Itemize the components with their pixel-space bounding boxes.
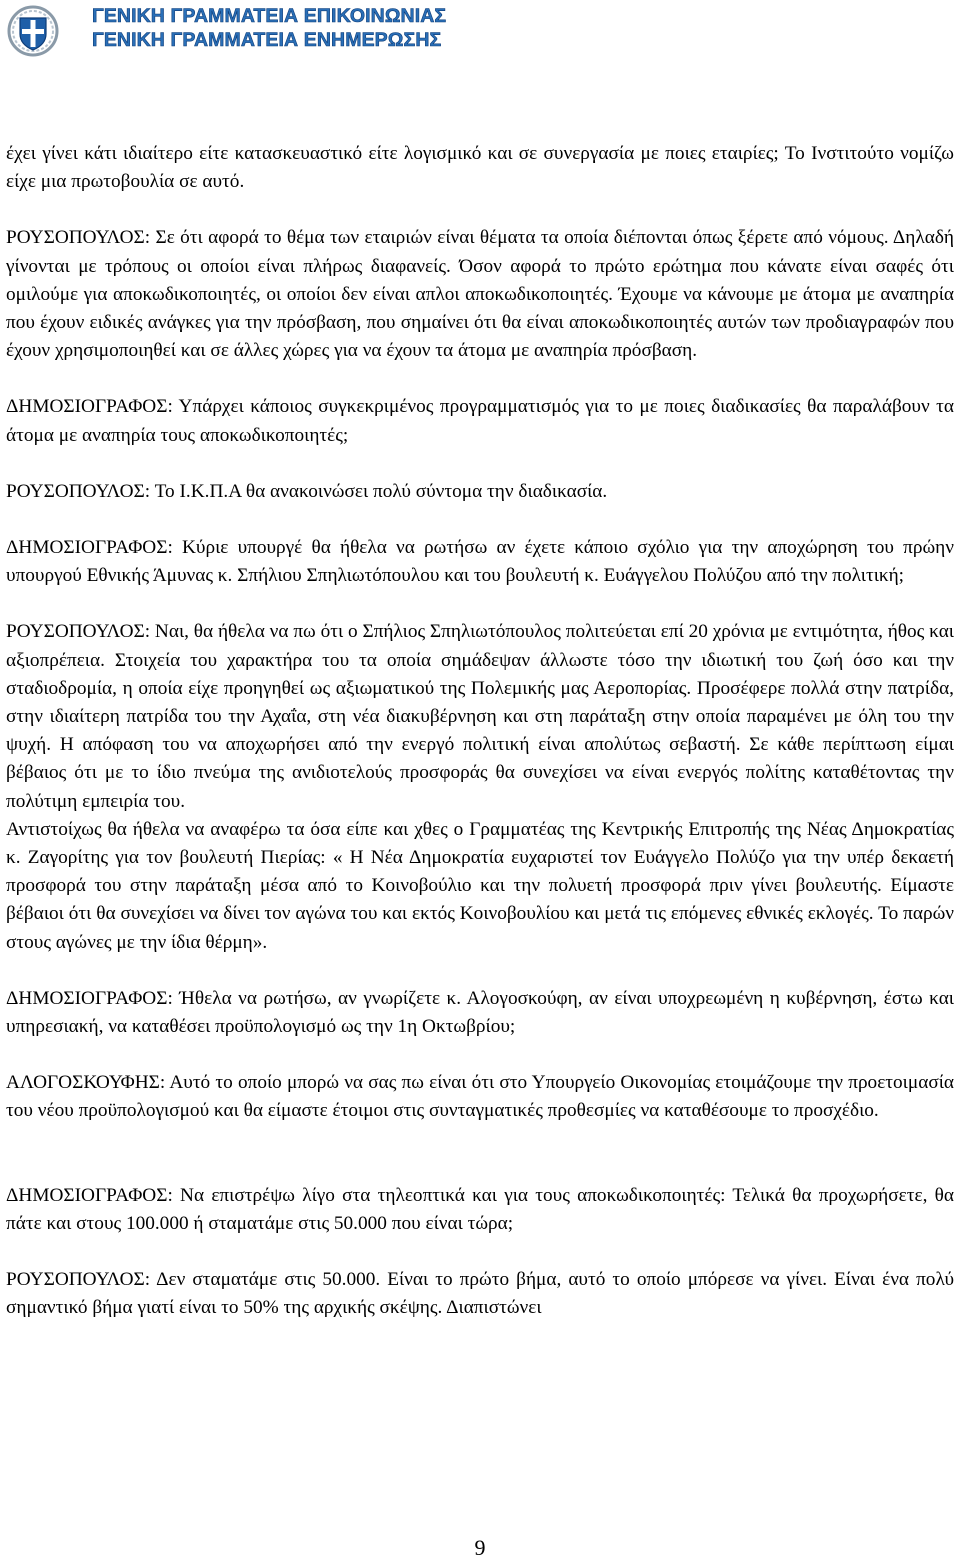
- header-title-communication: ΓΕΝΙΚΗ ΓΡΑΜΜΑΤΕΙΑ ΕΠΙΚΟΙΝΩΝΙΑΣ: [92, 5, 447, 27]
- page-number: 9: [474, 1535, 486, 1560]
- header-title-information: ΓΕΝΙΚΗ ΓΡΑΜΜΑΤΕΙΑ ΕΝΗΜΕΡΩΣΗΣ: [92, 29, 442, 51]
- paragraph-rousopoulos-answer-2: ΡΟΥΣΟΠΟΥΛΟΣ: Το Ι.Κ.Π.Α θα ανακοινώσει πολύ σύντομα την διαδικασία.: [6, 480, 608, 502]
- paragraph-rousopoulos-answer-3-cont: Αντιστοίχως θα ήθελα να αναφέρω τα όσα είπε και χθες ο Γραμματέας της Κεντρικής Επιτροπής της Νέας Δημοκρατίας κ. Ζαγορίτης για τον βουλευτή Πιερίας: « Η Νέα Δημοκρατία ευχαριστεί τον Ευάγγελο Πολύζο για την υπέρ δεκαετή προσφορά του στην παράταξη μέσα από το Κοινοβούλιο και την πολυετή προσφορά πριν γίνει βουλευτής. Είμαστε βέβαιοι ότι θα συνεχίσει να δίνει τον αγώνα του και εκτός Κοινοβουλίου και μετά τις επόμενες εθνικές εκλογές. Το παρών στους αγώνες με την ίδια θέρμη».: [6, 818, 954, 953]
- paragraph-continuation: έχει γίνει κάτι ιδιαίτερο είτε κατασκευαστικό είτε λογισμικό και σε συνεργασία με ποιες εταιρίες; Το Ινστιτούτο νομίζω είχε μια πρωτοβουλία σε αυτό.: [6, 143, 954, 193]
- paragraph-journalist-question-2: ΔΗΜΟΣΙΟΓΡΑΦΟΣ: Κύριε υπουργέ θα ήθελα να ρωτήσω αν έχετε κάποιο σχόλιο για την αποχώρηση του πρώην υπουργού Εθνικής Άμυνας κ. Σπήλιου Σπηλιωτόπουλου και του βουλευτή κ. Ευάγγελου Πολύζου από την πολιτική;: [6, 537, 954, 587]
- paragraph-alogoskoufis-answer: ΑΛΟΓΟΣΚΟΥΦΗΣ: Αυτό το οποίο μπορώ να σας πω είναι ότι στο Υπουργείο Οικονομίας ετοιμάζουμε την προετοιμασία του νέου προϋπολογισμού και θα είμαστε έτοιμοι στις συνταγματικές προθεσμίες να καταθέσουμε το προσχέδιο.: [6, 1072, 954, 1122]
- document-body: [6, 140, 954, 1323]
- paragraph-rousopoulos-answer-4: ΡΟΥΣΟΠΟΥΛΟΣ: Δεν σταματάμε στις 50.000. Είναι το πρώτο βήμα, αυτό το οποίο μπόρεσε να γίνει. Είναι ένα πολύ σημαντικό βήμα γιατί είναι το 50% της αρχικής σκέψης. Διαπιστώνει: [6, 1269, 954, 1319]
- paragraph-rousopoulos-answer-1: ΡΟΥΣΟΠΟΥΛΟΣ: Σε ότι αφορά το θέμα των εταιριών είναι θέματα τα οποία διέπονται όπως ξέρετε από νόμους. Δηλαδή γίνονται με τρόπους οι οποίοι είναι πλήρως διαφανείς. Όσον αφορά το πρώτο ερώτημα που κάνατε είναι σαφές ότι ομιλούμε για αποκωδικοποιητές, οι οποίοι δεν είναι απλοι αποκωδικοποιητές. Έχουμε να κάνουμε με άτομα με αναπηρία που έχουν ειδικές ανάγκες για την πρόσβαση, που σημαίνει ότι θα είναι αποκωδικοποιητές αυτών των προδιαγραφών που έχουν χρησιμοποιηθεί και σε άλλες χώρες για να έχουν τα άτομα με αναπηρία πρόσβαση.: [6, 227, 954, 362]
- paragraph-journalist-question-1: ΔΗΜΟΣΙΟΓΡΑΦΟΣ: Υπάρχει κάποιος συγκεκριμένος προγραμματισμός για το με ποιες διαδικασίες θα παραλάβουν τα άτομα με αναπηρία τους αποκωδικοποιητές;: [6, 396, 954, 446]
- header-titles: [92, 4, 446, 52]
- paragraph-journalist-question-3: ΔΗΜΟΣΙΟΓΡΑΦΟΣ: Ήθελα να ρωτήσω, αν γνωρίζετε κ. Αλογοσκούφη, αν είναι υποχρεωμένη η κυβέρνηση, έστω και υπηρεσιακή, να καταθέσει προϋπολογισμό ως την 1η Οκτωβρίου;: [6, 987, 954, 1038]
- document-header: [0, 0, 960, 64]
- paragraph-rousopoulos-answer-3: ΡΟΥΣΟΠΟΥΛΟΣ: Ναι, θα ήθελα να πω ότι ο Σπήλιος Σπηλιωτόπουλος πολιτεύεται επί 20 χρόνια με εντιμότητα, ήθος και αξιοπρέπεια. Στοιχεία του χαρακτήρα του τα οποία σημάδεψαν άλλωστε τόσο την ιδιωτική του ζωή όσο και την σταδιοδρομία, η οποία είχε προηγηθεί ως αξιωματικού της Πολεμικής μας Αεροπορίας. Προσέφερε πολλά στην πατρίδα, στην ιδιαίτερη πατρίδα του την Αχαΐα, στη νέα διακυβέρνηση και στη παράταξη στην οποία παραμένει με όλη του την ψυχή. Η απόφαση του να αποχωρήσει από την ενεργό πολιτική είναι απολύτως σεβαστή. Σε κάθε περίπτωση είμαι βέβαιος ότι με το ίδιο πνεύμα της ανιδιοτελούς προσφοράς θα συνεχίσει να είναι ενεργός πολίτης καταθέτοντας την πολύτιμη εμπειρία του.: [6, 621, 954, 812]
- greek-coat-of-arms-icon: [6, 4, 60, 58]
- paragraph-journalist-question-4: ΔΗΜΟΣΙΟΓΡΑΦΟΣ: Να επιστρέψω λίγο στα τηλεοπτικά και για τους αποκωδικοποιητές: Τελικά θα προχωρήσετε, θα πάτε και στους 100.000 ή σταματάμε στις 50.000 που είναι τώρα;: [6, 1184, 954, 1234]
